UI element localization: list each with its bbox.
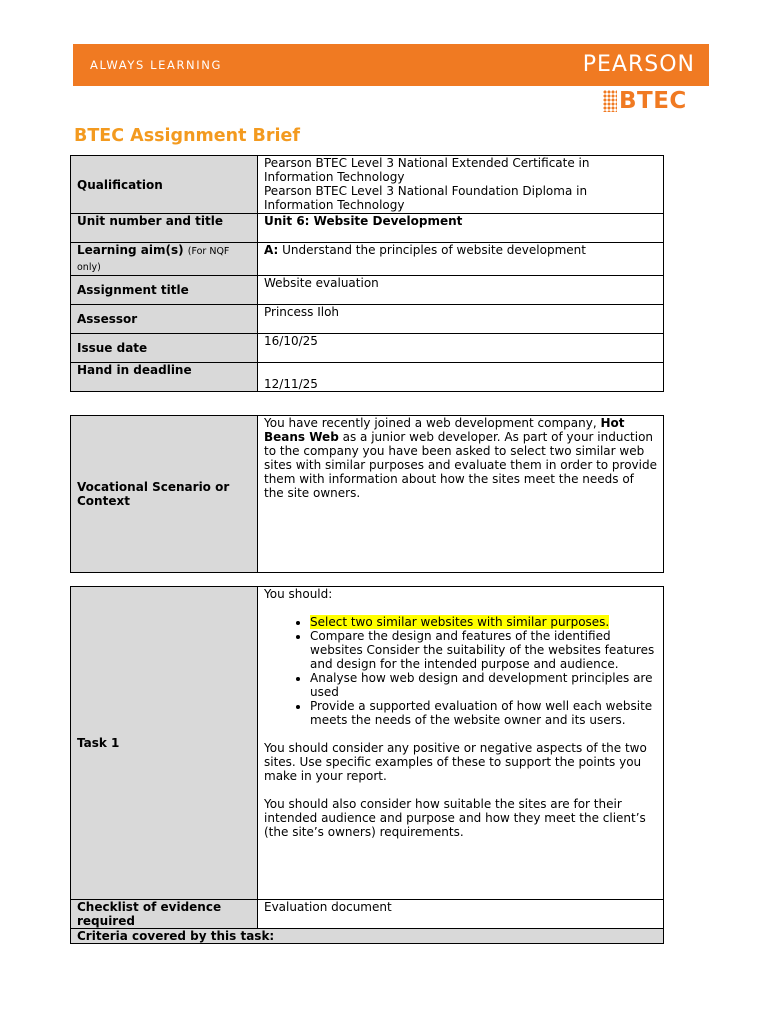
row-learning-aim bbox=[71, 243, 664, 276]
task-bullet bbox=[310, 615, 657, 629]
row-criteria bbox=[71, 929, 664, 944]
row-issue-date bbox=[71, 334, 664, 363]
row-checklist bbox=[71, 900, 664, 929]
assessor-label: Assessor bbox=[71, 305, 258, 334]
scenario-text-start: You have recently joined a web development company, bbox=[264, 416, 601, 430]
pearson-banner bbox=[73, 44, 709, 86]
learning-aim-value bbox=[258, 243, 664, 276]
page-title: BTEC Assignment Brief bbox=[74, 126, 300, 146]
learning-aim-label bbox=[71, 243, 258, 276]
task-bullet: • Compare the design and features of the identified websites Consider the suitability of the websites features and design for the intended purpose and audience. bbox=[310, 629, 657, 671]
task-paragraph-1: You should consider any positive or negative aspects of the two sites. Use specific examples of these to support the points you make in your report. bbox=[264, 741, 647, 783]
scenario-text bbox=[258, 416, 664, 573]
qualification-value bbox=[258, 156, 664, 214]
row-scenario bbox=[71, 416, 664, 573]
scenario-label: Vocational Scenario or Context bbox=[71, 416, 258, 573]
task-table bbox=[70, 586, 664, 944]
task-label: Task 1 bbox=[71, 587, 258, 900]
qualification-line-2: Pearson BTEC Level 3 National Foundation Diploma in Information Technology bbox=[264, 184, 588, 212]
task-intro: You should: bbox=[264, 587, 333, 601]
deadline-value: 12/11/25 bbox=[258, 363, 664, 392]
tagline: ALWAYS LEARNING bbox=[90, 58, 222, 72]
scenario-text-end: as a junior web developer. As part of your induction to the company you have been asked to select two similar web sites with similar purposes and evaluate them in order to provide them with information about how the sites meet the needs of the site owners. bbox=[264, 430, 657, 500]
btec-logo bbox=[603, 88, 687, 114]
scenario-table bbox=[70, 415, 664, 573]
unit-value: Unit 6: Website Development bbox=[258, 214, 664, 243]
task-content bbox=[258, 587, 664, 900]
task-bullet: • Analyse how web design and development principles are used bbox=[310, 671, 657, 699]
deadline-label: Hand in deadline bbox=[71, 363, 258, 392]
learning-aim-note: (For NQF only) bbox=[77, 246, 230, 273]
row-assessor bbox=[71, 305, 664, 334]
learning-aim-text: Understand the principles of website development bbox=[278, 243, 586, 257]
pearson-logo: PEARSON bbox=[582, 52, 695, 77]
row-unit bbox=[71, 214, 664, 243]
task-bullets bbox=[264, 615, 657, 727]
task-paragraph-2: You should also consider how suitable the sites are for their intended audience and purpose and how they meet the client’s (the site’s owners) requirements. bbox=[264, 797, 646, 839]
learning-aim-label-text: Learning aim(s) bbox=[77, 243, 184, 257]
qualification-line-1: Pearson BTEC Level 3 National Extended Certificate in Information Technology bbox=[264, 156, 590, 184]
row-deadline bbox=[71, 363, 664, 392]
qualification-label: Qualification bbox=[71, 156, 258, 214]
assignment-title-value: Website evaluation bbox=[258, 276, 664, 305]
unit-label: Unit number and title bbox=[71, 214, 258, 243]
row-task-1 bbox=[71, 587, 664, 900]
assignment-title-label: Assignment title bbox=[71, 276, 258, 305]
checklist-label: Checklist of evidence required bbox=[71, 900, 258, 929]
assignment-info-table bbox=[70, 155, 664, 392]
checklist-value: Evaluation document bbox=[258, 900, 664, 929]
task-bullet: • Provide a supported evaluation of how well each website meets the needs of the website owner and its users. bbox=[310, 699, 657, 727]
company-name: Hot Beans Web bbox=[264, 416, 625, 444]
row-qualification bbox=[71, 156, 664, 214]
assessor-value: Princess Iloh bbox=[258, 305, 664, 334]
btec-dots-icon bbox=[603, 90, 617, 112]
criteria-label: Criteria covered by this task: bbox=[71, 929, 664, 944]
issue-date-label: Issue date bbox=[71, 334, 258, 363]
issue-date-value: 16/10/25 bbox=[258, 334, 664, 363]
btec-logo-text: BTEC bbox=[619, 88, 687, 114]
row-assignment-title bbox=[71, 276, 664, 305]
task-bullet-highlighted: Select two similar websites with similar purposes. bbox=[310, 615, 610, 629]
learning-aim-prefix: A: bbox=[264, 243, 279, 257]
